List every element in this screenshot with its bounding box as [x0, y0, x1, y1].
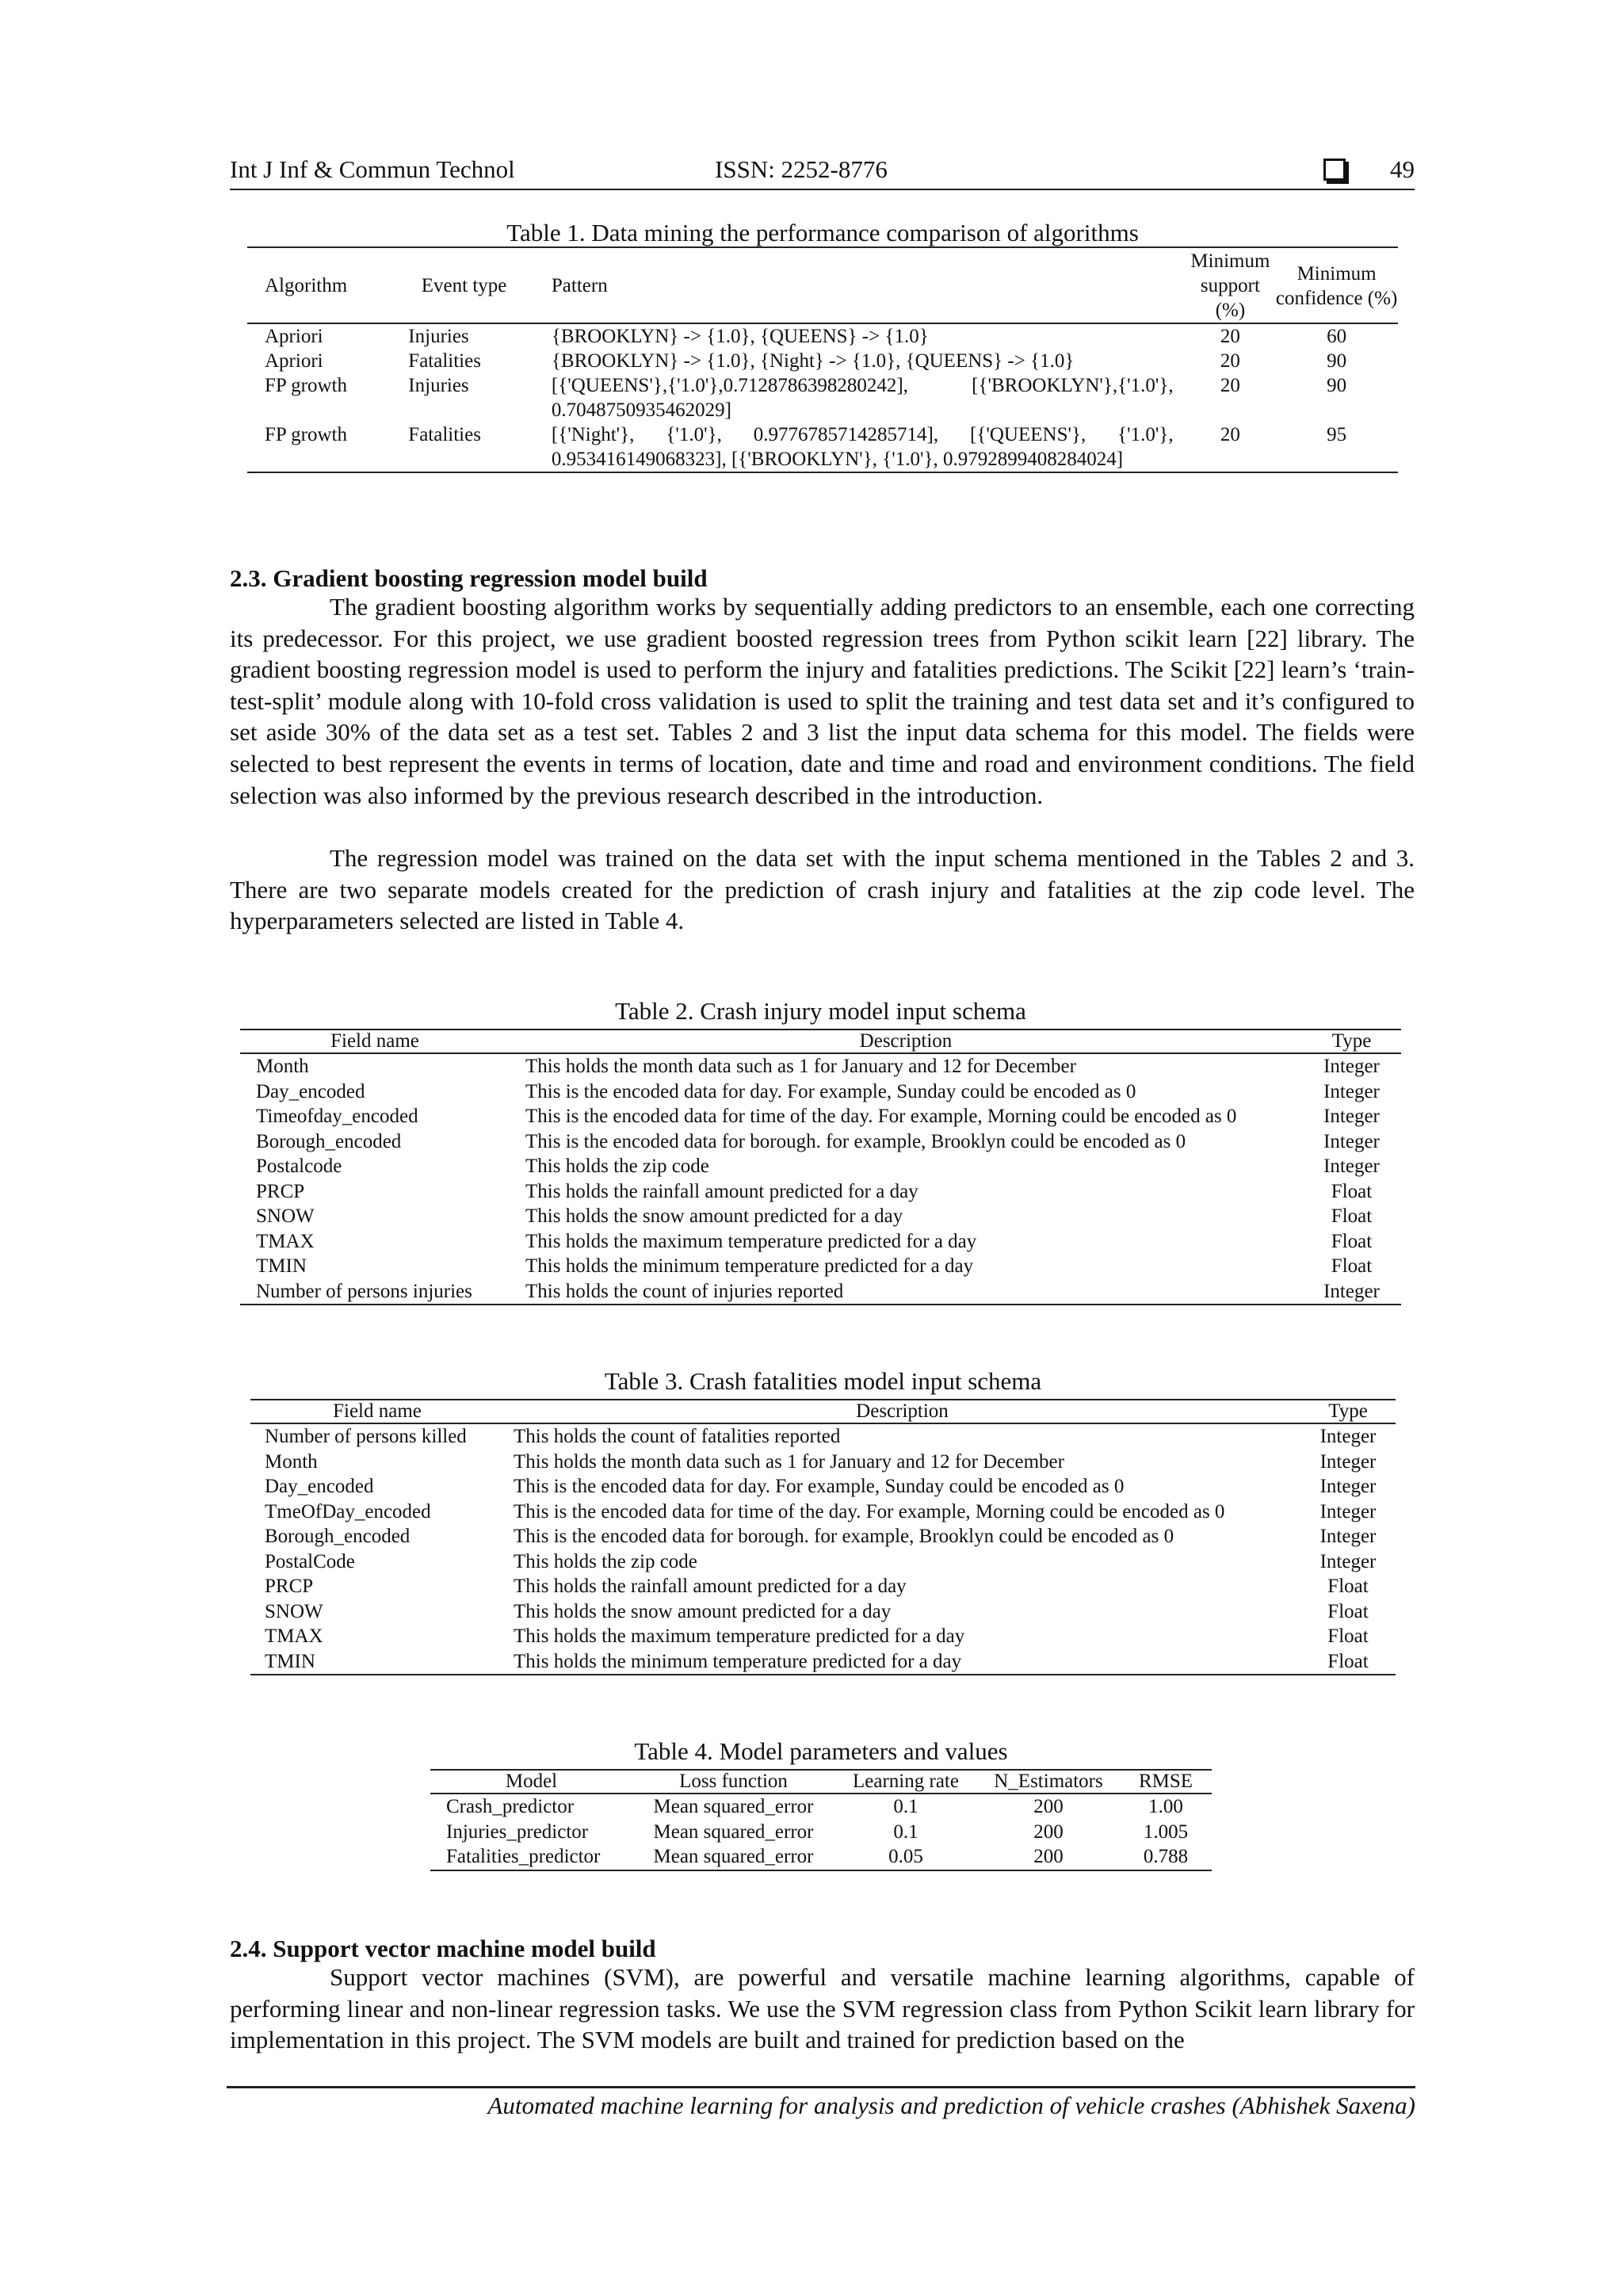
table-cell: Apriori — [265, 326, 323, 347]
table-cell: Mean squared_error — [653, 1820, 814, 1843]
section-heading: 2.3. Gradient boosting regression model build — [230, 564, 708, 592]
table-row — [240, 1204, 1401, 1229]
table-cell: Number of persons killed — [265, 1426, 467, 1447]
table-row — [250, 1450, 1396, 1475]
table3-header-row — [250, 1400, 1396, 1423]
table-row — [240, 1079, 1401, 1105]
table-row — [430, 1844, 1212, 1870]
table-cell: Integer — [1319, 1500, 1377, 1522]
table4-col-model: Model — [430, 1770, 632, 1794]
table1-title: Table 1. Data mining the performance comparison of algorithms — [506, 219, 1139, 246]
table-cell: Borough_encoded — [265, 1526, 411, 1547]
table-cell: Integer — [1323, 1080, 1380, 1102]
table3 — [250, 1399, 1396, 1675]
table-cell: [{'QUEENS'},{'1.0'},0.7128786398280242], [{'BROOKLYN'},{'1.0'}, 0.7048750935462029] — [551, 375, 1174, 421]
table2-col-description: Description — [510, 1030, 1302, 1053]
table-cell: This holds the minimum temperature predicted for a day — [514, 1650, 962, 1672]
table-cell: TMIN — [265, 1650, 315, 1672]
table-row — [240, 1254, 1401, 1279]
table-row — [430, 1820, 1212, 1845]
table2-title: Table 2. Crash injury model input schema — [615, 997, 1026, 1025]
table1-header-row — [247, 247, 1398, 323]
table-cell: Integer — [1323, 1106, 1380, 1127]
table1-col-event: Event type — [408, 247, 552, 323]
table-cell: This holds the maximum temperature predicted for a day — [514, 1626, 965, 1647]
table-cell: This is the encoded data for borough. for example, Brooklyn could be encoded as 0 — [514, 1526, 1174, 1547]
table-cell: TmeOfDay_encoded — [265, 1500, 431, 1522]
table1-col-algorithm: Algorithm — [247, 247, 408, 323]
table-row — [250, 1624, 1396, 1649]
table-cell: This holds the snow amount predicted for a day — [525, 1205, 903, 1227]
table-cell: PostalCode — [265, 1550, 355, 1572]
table-cell: Integer — [1323, 1280, 1380, 1302]
table-row — [250, 1524, 1396, 1549]
table-cell: FP growth — [265, 424, 347, 445]
running-header — [230, 154, 1415, 190]
table4-col-rmse: RMSE — [1120, 1770, 1212, 1794]
table-cell: Fatalities — [408, 350, 481, 372]
journal-name: Int J Inf & Commun Technol — [230, 155, 515, 183]
table4-header-row — [430, 1770, 1212, 1794]
table-cell: This holds the snow amount predicted for a day — [514, 1600, 892, 1622]
table-cell: TMAX — [256, 1230, 315, 1252]
table-cell: Integer — [1323, 1156, 1380, 1177]
table-cell: SNOW — [256, 1205, 315, 1227]
table-row — [430, 1794, 1212, 1820]
table-row — [247, 323, 1398, 349]
table-row — [240, 1154, 1401, 1179]
table-cell: Integer — [1319, 1450, 1377, 1473]
table-row — [240, 1053, 1401, 1079]
table-cell: This is the encoded data for day. For example, Sunday could be encoded as 0 — [525, 1080, 1136, 1102]
table-cell: Float — [1331, 1255, 1373, 1277]
table2 — [240, 1029, 1401, 1305]
table-cell: Postalcode — [256, 1156, 342, 1177]
table-cell: [{'Night'}, {'1.0'}, 0.9776785714285714], [{'QUEENS'}, {'1.0'}, 0.953416149068323], [{'BROOKLYN'}, {'1.0'}, 0.9792899408284024] — [551, 424, 1174, 470]
table-cell: 60 — [1327, 326, 1347, 347]
table-cell: PRCP — [265, 1576, 314, 1597]
table-cell: Timeofday_encoded — [256, 1106, 418, 1127]
table-cell: This holds the count of injuries reported — [525, 1280, 844, 1302]
table-cell: 90 — [1327, 350, 1347, 372]
table-cell: Injuries — [408, 326, 469, 347]
table-cell: Float — [1327, 1600, 1369, 1622]
table-cell: Float — [1327, 1650, 1369, 1672]
table4-col-learning-rate: Learning rate — [834, 1770, 977, 1794]
table-row — [250, 1574, 1396, 1599]
table-cell: 90 — [1327, 375, 1347, 396]
issn: ISSN: 2252-8776 — [715, 155, 888, 183]
table-cell: Integer — [1323, 1056, 1380, 1077]
square-bullet-icon — [1323, 159, 1346, 181]
table1 — [247, 246, 1398, 473]
table-cell: Injuries — [408, 375, 469, 396]
table-cell: 20 — [1220, 350, 1240, 372]
table-cell: 20 — [1220, 424, 1240, 445]
table-cell: This holds the minimum temperature predicted for a day — [525, 1255, 974, 1277]
table-cell: Float — [1331, 1230, 1373, 1252]
table-cell: FP growth — [265, 375, 347, 396]
table-cell: TMAX — [265, 1626, 323, 1647]
table-cell: Day_encoded — [256, 1080, 365, 1102]
table-cell: Fatalities — [408, 424, 481, 445]
table-cell: This is the encoded data for time of the day. For example, Morning could be encoded as 0 — [514, 1500, 1225, 1522]
table-row — [247, 349, 1398, 373]
table-cell: Integer — [1319, 1526, 1377, 1547]
paragraph: The gradient boosting algorithm works by sequentially adding predictors to an ensemble, each one correcting its predecessor. For this project, we use gradient boosted regression trees from Python scikit learn [22] library. The gradient boosting regression model is used to perform the injury and fatalities predictions. The Scikit [22] learn’s ‘train-test-split’ module along with 10-fold cross validation is used to split the training and test data set and it’s configured to set aside 30% of the data set as a test set. Tables 2 and 3 list the input data schema for this model. The fields were selected to best represent the events in terms of location, date and time and road and environment conditions. The field selection was also informed by the previous research described in the introduction. — [230, 593, 1415, 809]
table4-col-n-estimators: N_Estimators — [977, 1770, 1120, 1794]
table-cell: TMIN — [256, 1255, 307, 1277]
table-cell: 0.788 — [1143, 1846, 1189, 1867]
table-cell: 200 — [1033, 1796, 1064, 1817]
table-cell: Fatalities_predictor — [446, 1846, 601, 1867]
table-row — [240, 1279, 1401, 1305]
table-row — [250, 1423, 1396, 1450]
table-cell: Mean squared_error — [653, 1846, 814, 1867]
table-cell: Month — [265, 1450, 318, 1473]
table4-title: Table 4. Model parameters and values — [634, 1737, 1008, 1765]
table-cell: This is the encoded data for time of the day. For example, Morning could be encoded as 0 — [525, 1106, 1237, 1127]
table-cell: 200 — [1033, 1846, 1064, 1867]
table-cell: Integer — [1323, 1130, 1380, 1152]
section-heading: 2.4. Support vector machine model build — [230, 1935, 656, 1962]
table2-header-row — [240, 1030, 1401, 1053]
table-row — [247, 422, 1398, 472]
table-row — [240, 1179, 1401, 1205]
paragraph: Support vector machines (SVM), are powerful and versatile machine learning algorithms, capable of performing linear and non-linear regression tasks. We use the SVM regression class from Python Scikit learn library for implementation in this project. The SVM models are built and trained for prediction based on the — [230, 1963, 1415, 2054]
table-cell: 1.005 — [1143, 1820, 1189, 1843]
table-cell: Float — [1331, 1205, 1373, 1227]
table-cell: 20 — [1220, 326, 1240, 347]
table-row — [250, 1649, 1396, 1675]
table-cell: 95 — [1327, 424, 1347, 445]
paragraph: The regression model was trained on the data set with the input schema mentioned in the Tables 2 and 3. There are two separate models created for the prediction of crash injury and fatalities at the zip code level. The hyperparameters selected are listed in Table 4. — [230, 844, 1415, 935]
table-row — [240, 1104, 1401, 1129]
table-row — [250, 1549, 1396, 1575]
table-cell: {BROOKLYN} -> {1.0}, {Night} -> {1.0}, {QUEENS} -> {1.0} — [551, 350, 1075, 372]
table-row — [240, 1129, 1401, 1155]
table2-col-field: Field name — [240, 1030, 510, 1053]
table-cell: 20 — [1220, 375, 1240, 396]
table3-title: Table 3. Crash fatalities model input schema — [604, 1367, 1042, 1395]
table-cell: 0.1 — [893, 1796, 918, 1817]
table3-col-field: Field name — [250, 1400, 504, 1423]
table-cell: Integer — [1319, 1476, 1377, 1497]
table-cell: Day_encoded — [265, 1476, 374, 1497]
page-number: 49 — [1390, 155, 1415, 183]
table-cell: This is the encoded data for day. For example, Sunday could be encoded as 0 — [514, 1476, 1125, 1497]
table4-col-loss: Loss function — [632, 1770, 834, 1794]
table-cell: Number of persons injuries — [256, 1280, 472, 1302]
table-row — [250, 1499, 1396, 1525]
table2-col-type: Type — [1302, 1030, 1401, 1053]
table-cell: Borough_encoded — [256, 1130, 402, 1152]
table3-col-description: Description — [504, 1400, 1300, 1423]
running-footer: Automated machine learning for analysis and prediction of vehicle crashes (Abhishek Saxena) — [487, 2092, 1415, 2119]
table-cell: This holds the zip code — [514, 1550, 697, 1572]
table-cell: Mean squared_error — [653, 1796, 814, 1817]
table-cell: Integer — [1319, 1550, 1377, 1572]
table1-col-pattern: Pattern — [552, 247, 1186, 323]
table-cell: Float — [1327, 1626, 1369, 1647]
table-cell: Crash_predictor — [446, 1796, 575, 1817]
table-cell: This holds the month data such as 1 for January and 12 for December — [525, 1056, 1076, 1077]
table-row — [247, 373, 1398, 422]
table1-col-support: Minimum support (%) — [1186, 247, 1276, 323]
table-cell: Integer — [1319, 1426, 1377, 1447]
table-row — [240, 1229, 1401, 1255]
table-cell: This holds the zip code — [525, 1156, 709, 1177]
table-cell: This holds the rainfall amount predicted for a day — [525, 1180, 918, 1202]
table-cell: 0.05 — [888, 1846, 923, 1867]
footer-rule — [227, 2086, 1415, 2088]
table-cell: This holds the rainfall amount predicted for a day — [514, 1576, 907, 1597]
table-cell: 1.00 — [1148, 1796, 1183, 1817]
table-cell: This is the encoded data for borough. for example, Brooklyn could be encoded as 0 — [525, 1130, 1186, 1152]
table-cell: Injuries_predictor — [446, 1820, 589, 1843]
table-row — [250, 1474, 1396, 1499]
table-cell: Float — [1331, 1180, 1373, 1202]
table-cell: This holds the month data such as 1 for January and 12 for December — [514, 1450, 1064, 1473]
table-cell: Float — [1327, 1576, 1369, 1597]
table-cell: Month — [256, 1056, 309, 1077]
table1-col-confidence: Minimum confidence (%) — [1275, 247, 1398, 323]
table-cell: Apriori — [265, 350, 323, 372]
table4 — [430, 1769, 1212, 1871]
table-cell: {BROOKLYN} -> {1.0}, {QUEENS} -> {1.0} — [551, 326, 929, 347]
table-cell: PRCP — [256, 1180, 305, 1202]
table-cell: 0.1 — [893, 1820, 918, 1843]
table-cell: This holds the maximum temperature predicted for a day — [525, 1230, 977, 1252]
table-row — [250, 1599, 1396, 1625]
table-cell: SNOW — [265, 1600, 323, 1622]
table3-col-type: Type — [1300, 1400, 1396, 1423]
table-cell: This holds the count of fatalities reported — [514, 1426, 841, 1447]
table-cell: 200 — [1033, 1820, 1064, 1843]
